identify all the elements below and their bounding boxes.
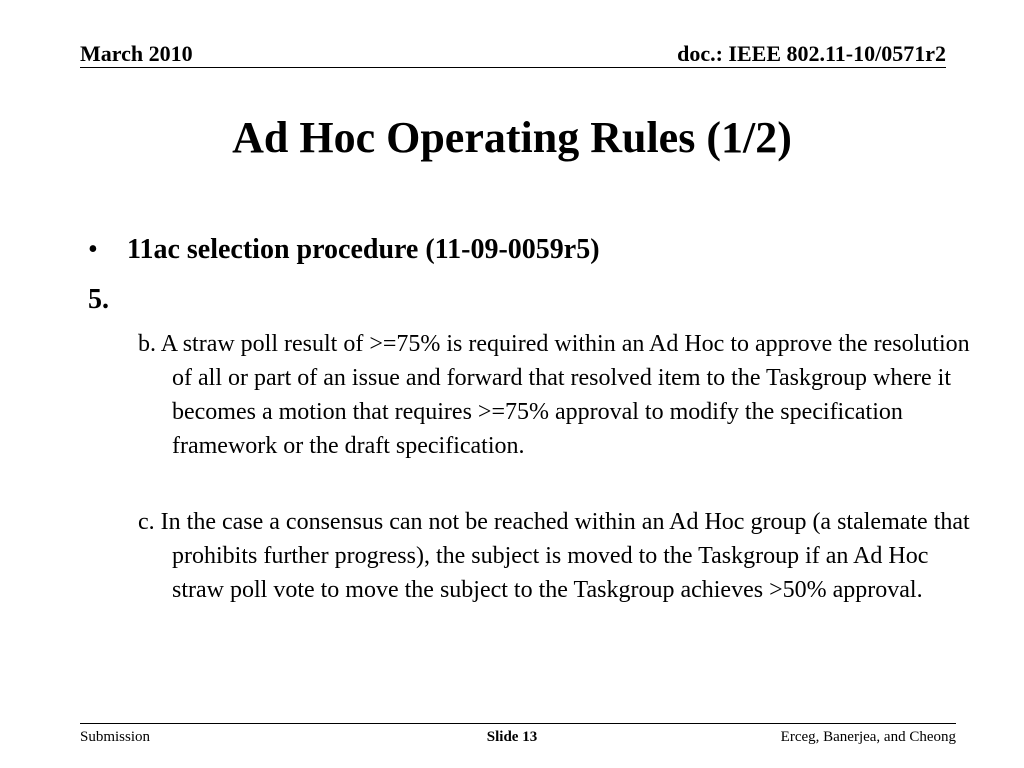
subitem-c xyxy=(138,505,982,607)
footer-slide-number: Slide 13 xyxy=(486,729,538,745)
bullet-icon: • xyxy=(88,234,98,265)
footer-authors: Erceg, Banerjea, and Cheong xyxy=(780,729,956,745)
subitem-c-marker: c. xyxy=(138,509,155,535)
subitem-c-text: In the case a consensus can not be reached within an Ad Hoc group (a stalemate that prohibits further progress), the subject is moved to the Taskgroup if an Ad Hoc straw poll vote to move the subject to the Taskgroup achieves >50% approval. xyxy=(160,509,970,603)
footer-divider xyxy=(80,723,956,724)
header-doc-id: doc.: IEEE 802.11-10/0571r2 xyxy=(677,41,946,66)
bullet-text: 11ac selection procedure (11-09-0059r5) xyxy=(127,234,600,265)
header-divider xyxy=(80,67,946,68)
footer-submission: Submission xyxy=(80,729,151,745)
subitem-b-marker: b. xyxy=(138,331,156,357)
subitem-b xyxy=(138,327,982,463)
subitem-b-text: A straw poll result of >=75% is required within an Ad Hoc to approve the resolution of all or part of an issue and forward that resolved item to the Taskgroup where it becomes a motion that requires >=75% approval to modify the specification framework or the draft specification. xyxy=(160,331,970,459)
slide-title: Ad Hoc Operating Rules (1/2) xyxy=(232,113,792,162)
item-number: 5. xyxy=(88,284,109,315)
header-date: March 2010 xyxy=(80,41,193,66)
